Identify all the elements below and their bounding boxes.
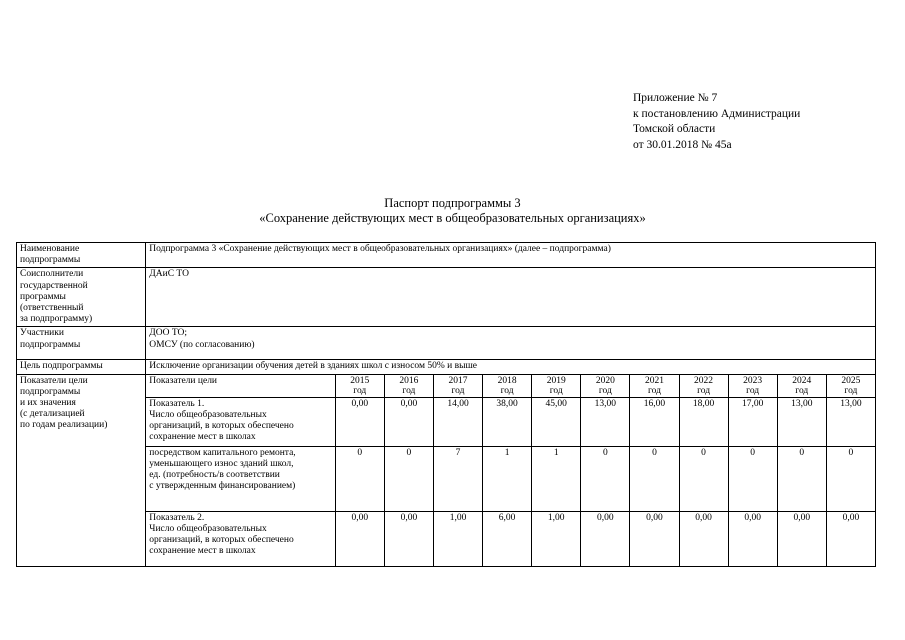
title-line-1: Паспорт подпрограммы 3 xyxy=(384,196,521,210)
row-goal xyxy=(17,360,876,374)
goal-label: Цель подпрограммы xyxy=(17,360,146,374)
indicator-value: 17,00 xyxy=(728,397,777,446)
indicator-row xyxy=(17,511,876,566)
row-subprogram-name xyxy=(17,243,876,268)
indicator-row xyxy=(17,397,876,446)
title-line-2: «Сохранение действующих мест в общеобразовательных организациях» xyxy=(259,211,646,225)
indicator-value: 14,00 xyxy=(433,397,482,446)
indicators-label: Показатели цели подпрограммы и их значения (с детализацией по годам реализации) xyxy=(17,374,146,566)
year-header: 2015 год xyxy=(335,374,384,397)
indicator-value: 13,00 xyxy=(826,397,875,446)
row-participants xyxy=(17,327,876,360)
indicator-value: 0,00 xyxy=(384,511,433,566)
indicator-value: 1 xyxy=(532,446,581,511)
indicator-value: 13,00 xyxy=(581,397,630,446)
indicator-value: 0,00 xyxy=(826,511,875,566)
indicators-header-label: Показатели цели xyxy=(146,374,335,397)
indicator-value: 0,00 xyxy=(335,511,384,566)
indicator-value: 6,00 xyxy=(483,511,532,566)
indicator-value: 0,00 xyxy=(630,511,679,566)
indicator-value: 0,00 xyxy=(581,511,630,566)
year-header: 2022 год xyxy=(679,374,728,397)
year-header: 2024 год xyxy=(777,374,826,397)
indicator-row xyxy=(17,446,876,511)
coexecutors-value: ДАиС ТО xyxy=(146,268,876,327)
indicator-value: 0,00 xyxy=(777,511,826,566)
coexecutors-label: Соисполнители государственной программы (ответственный за подпрограмму) xyxy=(17,268,146,327)
row-indicators-header xyxy=(17,374,876,397)
indicator-value: 18,00 xyxy=(679,397,728,446)
indicator-value: 0 xyxy=(630,446,679,511)
indicator-value: 16,00 xyxy=(630,397,679,446)
indicator-value: 0 xyxy=(384,446,433,511)
appendix-line: Томской области xyxy=(633,123,716,135)
name-label: Наименование подпрограммы xyxy=(17,243,146,268)
indicator-value: 0,00 xyxy=(384,397,433,446)
year-header: 2016 год xyxy=(384,374,433,397)
indicator-value: 45,00 xyxy=(532,397,581,446)
indicator-value: 7 xyxy=(433,446,482,511)
indicator-value: 0 xyxy=(826,446,875,511)
indicator-value: 0 xyxy=(777,446,826,511)
appendix-block xyxy=(633,91,800,153)
document-title xyxy=(0,196,905,226)
year-header: 2017 год xyxy=(433,374,482,397)
year-header: 2023 год xyxy=(728,374,777,397)
indicator-value: 13,00 xyxy=(777,397,826,446)
indicator-value: 38,00 xyxy=(483,397,532,446)
indicator-text: Показатель 2. Число общеобразовательных организаций, в которых обеспечено сохранение мест в школах xyxy=(146,511,335,566)
indicator-value: 0 xyxy=(581,446,630,511)
indicator-value: 0,00 xyxy=(335,397,384,446)
indicator-value: 0,00 xyxy=(728,511,777,566)
indicator-value: 0 xyxy=(679,446,728,511)
appendix-line: от 30.01.2018 № 45а xyxy=(633,138,732,151)
indicator-text: посредством капитального ремонта, уменьшающего износ зданий школ, ед. (потребность/в соответствии с утвержденным финансированием) xyxy=(146,446,335,511)
indicator-value: 0,00 xyxy=(679,511,728,566)
indicator-value: 0 xyxy=(728,446,777,511)
participants-value: ДОО ТО; ОМСУ (по согласованию) xyxy=(146,327,876,360)
passport-table xyxy=(16,242,876,567)
goal-value: Исключение организации обучения детей в зданиях школ с износом 50% и выше xyxy=(146,360,876,374)
indicator-text: Показатель 1. Число общеобразовательных организаций, в которых обеспечено сохранение мест в школах xyxy=(146,397,335,446)
year-header: 2020 год xyxy=(581,374,630,397)
year-header: 2018 год xyxy=(483,374,532,397)
row-coexecutors xyxy=(17,268,876,327)
indicator-value: 1,00 xyxy=(532,511,581,566)
indicator-value: 1 xyxy=(483,446,532,511)
name-value: Подпрограмма 3 «Сохранение действующих мест в общеобразовательных организациях» (далее – подпрограмма) xyxy=(146,243,876,268)
year-header: 2021 год xyxy=(630,374,679,397)
participants-label: Участники подпрограммы xyxy=(17,327,146,360)
indicator-value: 0 xyxy=(335,446,384,511)
indicator-value: 1,00 xyxy=(433,511,482,566)
year-header: 2019 год xyxy=(532,374,581,397)
year-header: 2025 год xyxy=(826,374,875,397)
appendix-line: к постановлению Администрации xyxy=(633,107,801,120)
appendix-line: Приложение № 7 xyxy=(633,92,718,104)
